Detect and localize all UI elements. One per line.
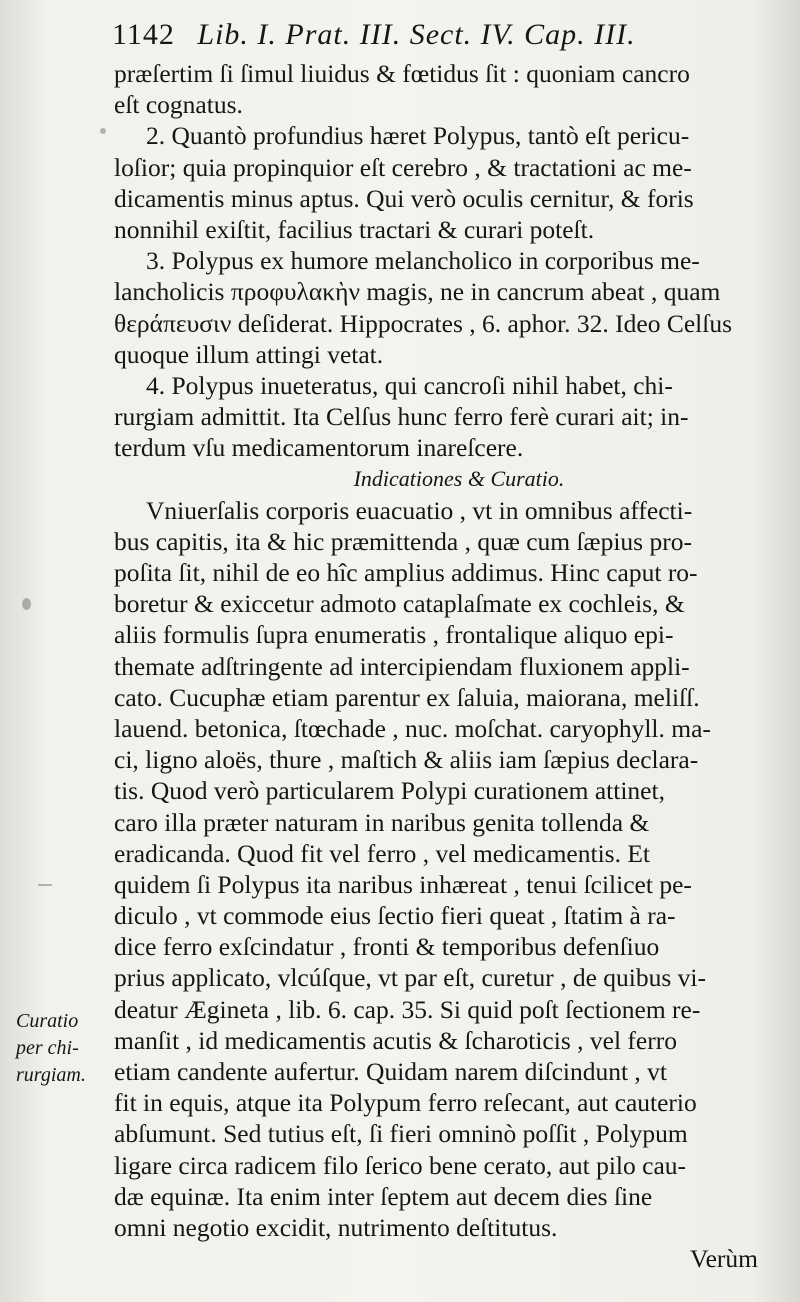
text-line: Vniuerſalis corporis euacuatio , vt in omnibus affecti- xyxy=(146,495,693,525)
text-line: præſertim ſi ſimul liuidus & fœtidus ſit : quoniam cancro xyxy=(114,59,690,88)
text-line: dæ equinæ. Ita enim inter ſeptem aut decem dies ſine xyxy=(114,1181,653,1211)
text-line: loſior; quia propinquior eſt cerebro , & tractationi ac me- xyxy=(114,152,692,182)
text-line: quidem ſi Polypus ita naribus inhæreat , tenui ſcilicet pe- xyxy=(114,869,692,899)
margin-note-line: Curatio xyxy=(16,1010,79,1032)
text-line: etiam candente aufertur. Quidam narem diſcindunt , vt xyxy=(114,1057,668,1086)
text-line: terdum vſu medicamentorum inareſcere. xyxy=(114,433,524,463)
text-line: caro illa præter naturam in naribus genita tollenda & xyxy=(114,807,650,837)
text-line: tis. Quod verò particularem Polypi curationem attinet, xyxy=(114,776,665,806)
text-line: fit in equis, atque ita Polypum ferro reſecant, aut cauterio xyxy=(114,1088,697,1118)
text-line: 4. Polypus inueteratus, qui cancroſi nihil habet, chi- xyxy=(146,370,673,400)
text-line: 2. Quantò profundius hæret Polypus, tantò eſt pericu- xyxy=(146,121,690,151)
text-line: dicamentis minus aptus. Qui verò oculis cernitur, & foris xyxy=(114,183,694,213)
section-heading: Indicationes & Curatio. xyxy=(353,466,565,492)
text-line: rurgiam admittit. Ita Celſus hunc ferro ferè curari ait; in- xyxy=(114,402,689,432)
margin-note xyxy=(16,1008,116,1089)
text-line: cato. Cucuphæ etiam parentur ex ſaluia, maiorana, meliſſ. xyxy=(114,682,700,712)
text-line: eradicanda. Quod fit vel ferro , vel medicamentis. Et xyxy=(114,838,650,868)
text-line: boretur & exiccetur admoto cataplaſmate ex cochleis, & xyxy=(114,589,685,619)
text-line: aliis formulis ſupra enumeratis , frontalique aliquo epi- xyxy=(114,620,674,650)
text-line: abſumunt. Sed tutius eſt, ſi fieri omninò poſſit , Polypum xyxy=(114,1119,688,1149)
text-line: poſita ſit, nihil de eo hîc amplius addimus. Hinc caput ro- xyxy=(114,558,698,587)
running-title: Lib. I. Prat. III. Sect. IV. Cap. III. xyxy=(197,18,636,51)
text-line: omni negotio excidit, nutrimento deſtitutus. xyxy=(114,1212,558,1242)
margin-note-line: per chi- xyxy=(16,1037,79,1059)
body-text xyxy=(114,58,764,1274)
ink-speck xyxy=(38,884,52,886)
text-line: quoque illum attingi vetat. xyxy=(114,339,384,369)
text-line: bus capitis, ita & hic præmittenda , quæ cum ſæpius pro- xyxy=(114,526,692,556)
text-line: ci, ligno aloës, thure , maſtich & aliis iam ſæpius declara- xyxy=(114,745,699,775)
text-line: prius applicato, vlcúſque, vt par eſt, curetur , de quibus vi- xyxy=(114,963,707,993)
text-line: manſit , id medicamentis acutis & ſcharoticis , vel ferro xyxy=(114,1025,677,1055)
margin-note-line: rurgiam. xyxy=(16,1064,86,1086)
text-line: 3. Polypus ex humore melancholico in corporibus me- xyxy=(146,246,700,276)
running-header xyxy=(112,18,752,52)
text-line: deatur Ægineta , lib. 6. cap. 35. Si quid poſt ſectionem re- xyxy=(114,994,701,1024)
ink-speck xyxy=(100,128,106,134)
text-line: themate adſtringente ad intercipiendam fluxionem appli- xyxy=(114,651,690,681)
text-line: ligare circa radicem filo ſerico bene cerato, aut pilo cau- xyxy=(114,1150,687,1180)
text-line: diculo , vt commode eius ſectio fieri queat , ſtatim à ra- xyxy=(114,901,676,931)
text-line: eſt cognatus. xyxy=(114,90,243,120)
text-line: lancholicis προφυλακὴν magis, ne in cancrum abeat , quam xyxy=(114,277,721,307)
catchword: Verùm xyxy=(690,1244,758,1274)
text-line: lauend. betonica, ſtœchade , nuc. moſchat. caryophyll. ma- xyxy=(114,713,711,743)
page-number: 1142 xyxy=(112,18,175,51)
text-line: nonnihil exiſtit, facilius tractari & curari poteſt. xyxy=(114,214,595,244)
text-line: dice ferro exſcindatur , fronti & temporibus defenſiuo xyxy=(114,932,660,962)
ink-speck xyxy=(22,598,31,610)
text-line: θεράπευσιν deſiderat. Hippocrates , 6. aphor. 32. Ideo Celſus xyxy=(114,308,733,338)
